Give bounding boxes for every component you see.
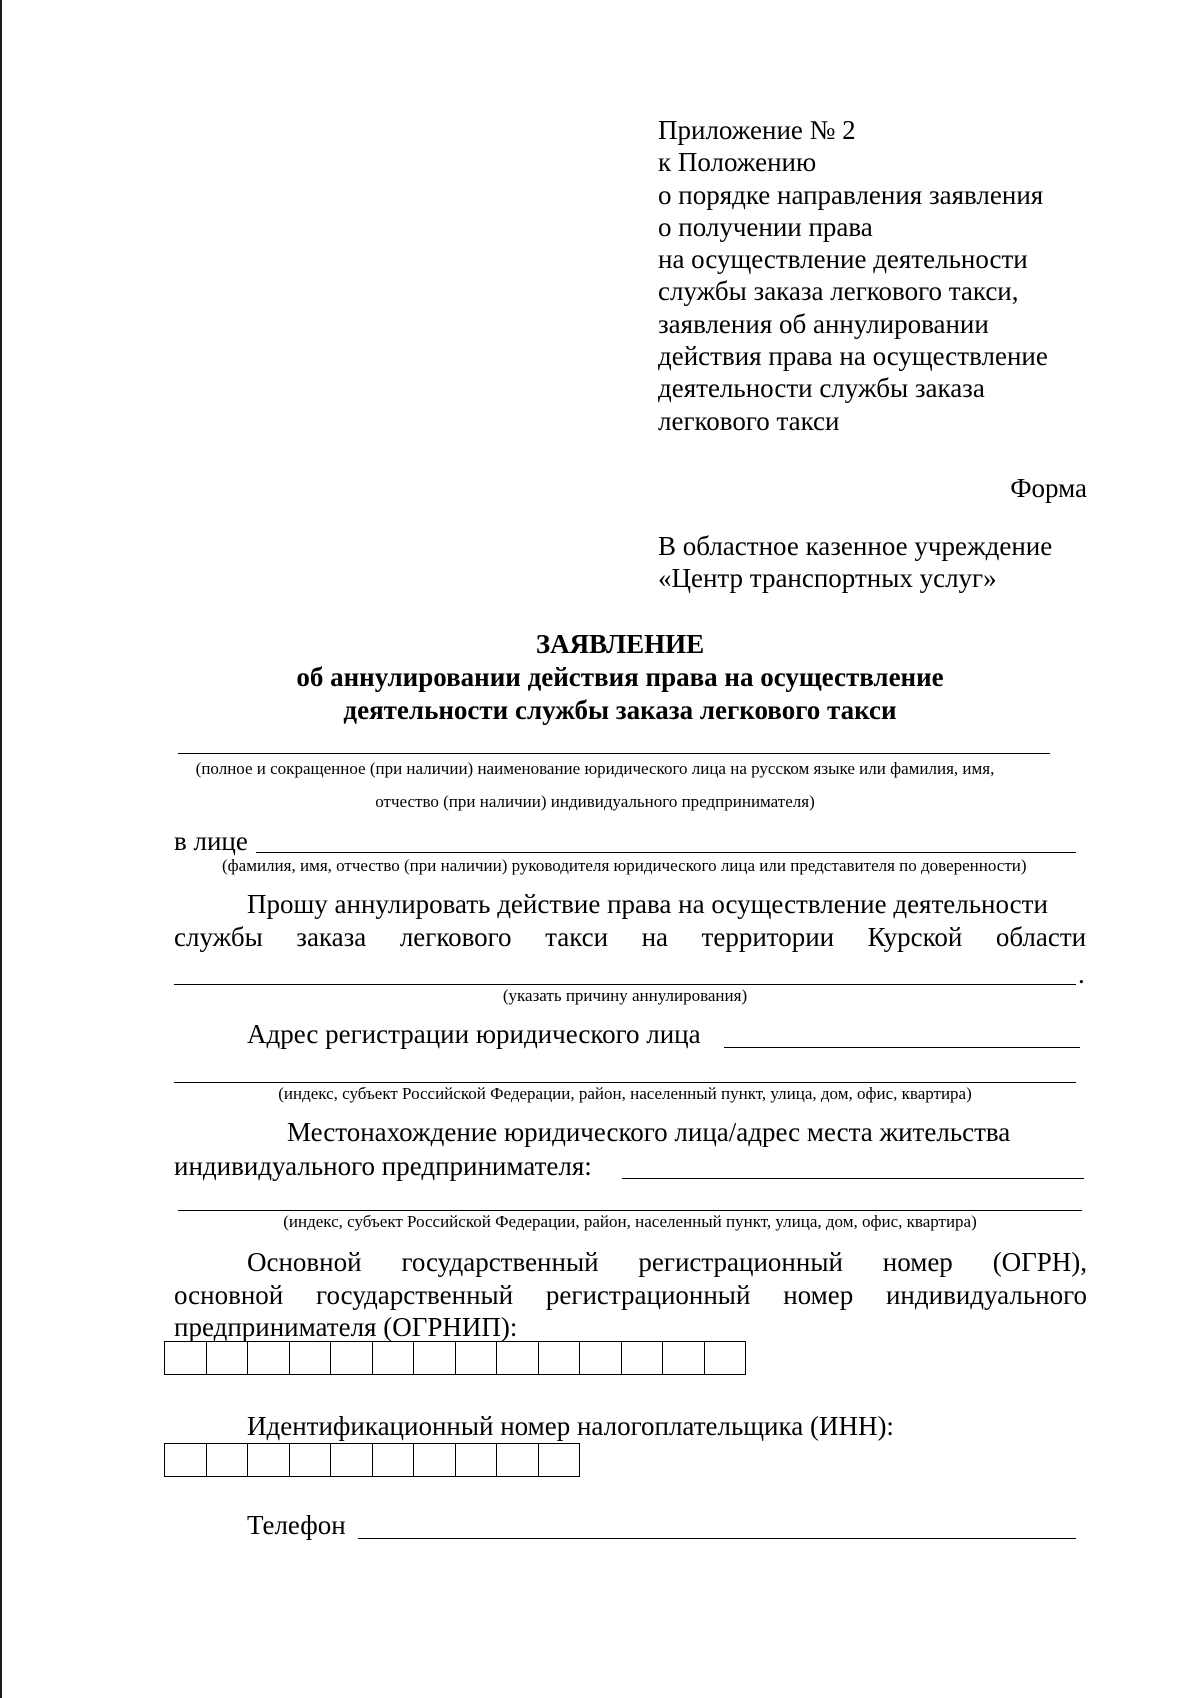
- phone-field[interactable]: [358, 1538, 1076, 1539]
- inn-digit-cell[interactable]: [456, 1443, 498, 1477]
- appendix-line: о получении права: [658, 211, 873, 242]
- ogrn-digit-cell[interactable]: [165, 1341, 207, 1375]
- applicant-caption: [130, 759, 1060, 812]
- appendix-line: о порядке направления заявления: [658, 179, 1044, 210]
- phone-label: Телефон: [247, 1510, 346, 1540]
- scan-border: [0, 0, 2, 1698]
- ogrn-word: номер: [783, 1280, 854, 1310]
- reason-caption: (указать причину аннулирования): [502, 986, 748, 1005]
- document-title: [160, 628, 1080, 727]
- appendix-line: деятельности службы заказа: [658, 373, 985, 404]
- ogrn-word: (ОГРН),: [992, 1247, 1088, 1277]
- inn-digit-cell[interactable]: [165, 1443, 207, 1477]
- ogrn-word: регистрационный: [545, 1280, 751, 1310]
- representative-field[interactable]: [256, 852, 1076, 853]
- ogrn-digit-cell[interactable]: [539, 1341, 581, 1375]
- reg-address-caption: (индекс, субъект Российской Федерации, район, населенный пункт, улица, дом, офис, квартира): [278, 1084, 972, 1103]
- title-line: деятельности службы заказа легкового такси: [343, 695, 897, 725]
- ogrn-word: государственный: [316, 1280, 514, 1310]
- appendix-line: к Положению: [658, 147, 817, 178]
- ogrn-word: государственный: [401, 1247, 599, 1277]
- request-word: службы: [174, 922, 263, 952]
- ogrn-digit-cell[interactable]: [622, 1341, 664, 1375]
- ogrn-digit-cell[interactable]: [207, 1341, 249, 1375]
- request-word: легкового: [399, 922, 512, 952]
- appendix-line: легкового такси: [658, 405, 840, 436]
- form-label: Форма: [1010, 473, 1087, 503]
- request-line-1: Прошу аннулировать действие права на осуществление деятельности: [247, 889, 1048, 919]
- title-line: ЗАЯВЛЕНИЕ: [535, 629, 705, 659]
- ogrn-digit-cell[interactable]: [456, 1341, 498, 1375]
- applicant-name-field[interactable]: [178, 753, 1050, 754]
- ogrn-digit-cell[interactable]: [414, 1341, 456, 1375]
- location-field-1[interactable]: [622, 1178, 1084, 1179]
- caption-line: отчество (при наличии) индивидуального предпринимателя): [375, 792, 815, 811]
- representative-caption: (фамилия, имя, отчество (при наличии) руководителя юридического лица или представителя по доверенности): [222, 856, 1027, 875]
- ogrn-digit-cell[interactable]: [705, 1341, 747, 1375]
- request-word: заказа: [296, 922, 367, 952]
- ogrn-digit-cell[interactable]: [580, 1341, 622, 1375]
- request-end-mark: .: [1078, 959, 1085, 989]
- appendix-line: действия права на осуществление: [658, 341, 1048, 372]
- appendix-line: службы заказа легкового такси,: [658, 276, 1019, 307]
- reg-address-field-1[interactable]: [724, 1047, 1080, 1048]
- inn-digit-cell[interactable]: [331, 1443, 373, 1477]
- representative-label: в лице: [174, 826, 248, 856]
- ogrn-digit-cell[interactable]: [497, 1341, 539, 1375]
- inn-digit-cell[interactable]: [290, 1443, 332, 1477]
- addressee: [658, 530, 1052, 594]
- ogrn-digit-cell[interactable]: [373, 1341, 415, 1375]
- request-word: Курской: [867, 922, 963, 952]
- reg-address-field-2[interactable]: [174, 1082, 1076, 1083]
- ogrn-digit-cell[interactable]: [290, 1341, 332, 1375]
- request-word: территории: [701, 922, 835, 952]
- title-line: об аннулировании действия права на осуществление: [296, 662, 944, 692]
- inn-digit-cell[interactable]: [248, 1443, 290, 1477]
- addressee-line: В областное казенное учреждение: [658, 531, 1053, 561]
- location-line-2: индивидуального предпринимателя:: [174, 1151, 592, 1181]
- ogrn-word: регистрационный: [638, 1247, 843, 1277]
- cancellation-reason-field[interactable]: [174, 984, 1076, 985]
- appendix-line: Приложение № 2: [658, 115, 856, 145]
- location-line-1: Местонахождение юридического лица/адрес места жительства: [287, 1117, 1011, 1147]
- inn-digit-cell[interactable]: [207, 1443, 249, 1477]
- request-word: области: [995, 922, 1087, 952]
- ogrn-line-1: [247, 1246, 1087, 1278]
- caption-line: (полное и сокращенное (при наличии) наименование юридического лица на русском языке или фамилия, имя,: [195, 759, 995, 778]
- reg-address-label: Адрес регистрации юридического лица: [247, 1019, 701, 1049]
- ogrn-digit-boxes[interactable]: [164, 1341, 746, 1375]
- appendix-line: заявления об аннулировании: [658, 308, 989, 339]
- inn-digit-cell[interactable]: [539, 1443, 581, 1477]
- ogrn-digit-cell[interactable]: [248, 1341, 290, 1375]
- request-word: на: [641, 922, 669, 952]
- inn-digit-boxes[interactable]: [164, 1443, 580, 1477]
- ogrn-word: основной: [174, 1280, 284, 1310]
- request-word: такси: [545, 922, 609, 952]
- ogrn-word: индивидуального: [885, 1280, 1088, 1310]
- inn-digit-cell[interactable]: [373, 1443, 415, 1477]
- ogrn-digit-cell[interactable]: [663, 1341, 705, 1375]
- appendix-block: [658, 114, 1048, 437]
- inn-label: Идентификационный номер налогоплательщика (ИНН):: [247, 1411, 894, 1441]
- appendix-line: на осуществление деятельности: [658, 244, 1028, 275]
- ogrn-line-2: [174, 1279, 1087, 1311]
- inn-digit-cell[interactable]: [414, 1443, 456, 1477]
- request-line-2: [174, 921, 1086, 953]
- ogrn-digit-cell[interactable]: [331, 1341, 373, 1375]
- location-field-2[interactable]: [178, 1210, 1082, 1211]
- ogrn-line-3: предпринимателя (ОГРНИП):: [174, 1312, 518, 1342]
- location-caption: (индекс, субъект Российской Федерации, район, населенный пункт, улица, дом, офис, квартира): [283, 1212, 977, 1231]
- inn-digit-cell[interactable]: [497, 1443, 539, 1477]
- addressee-line: «Центр транспортных услуг»: [658, 563, 997, 593]
- ogrn-word: Основной: [247, 1247, 362, 1277]
- ogrn-word: номер: [882, 1247, 953, 1277]
